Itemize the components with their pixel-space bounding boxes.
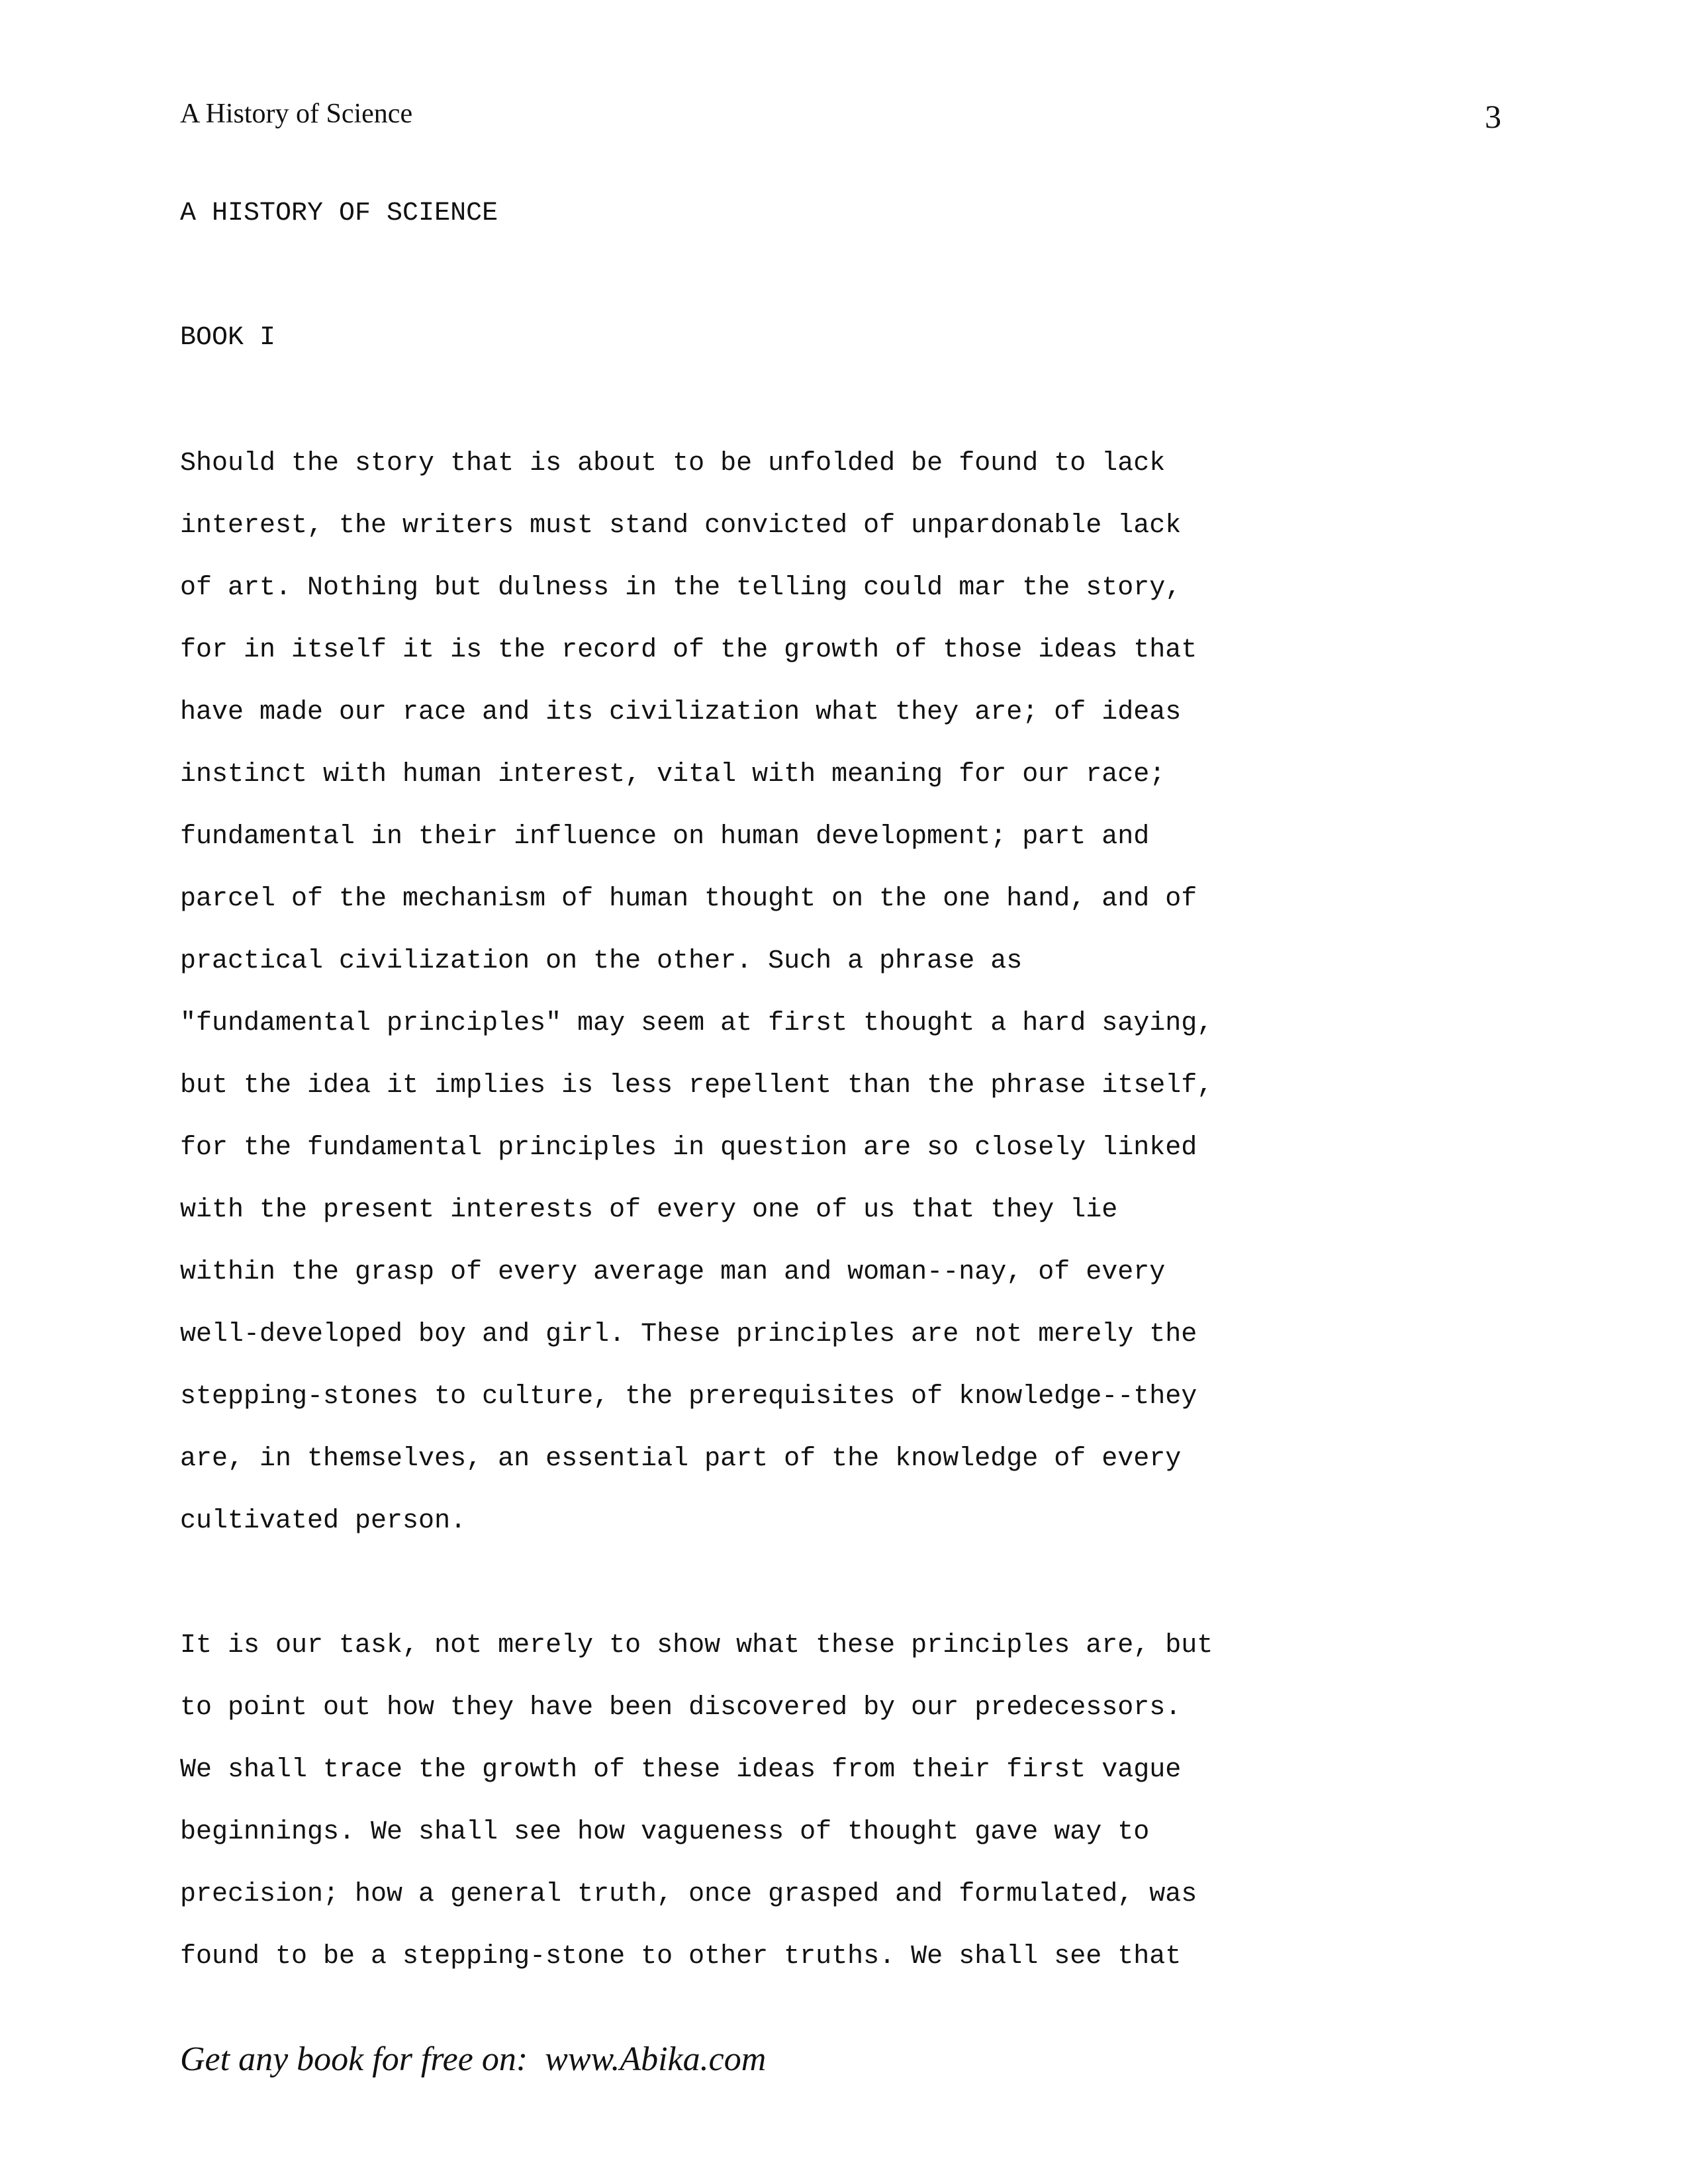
text-line: It is our task, not merely to show what these principles are, but bbox=[180, 1631, 1213, 1661]
text-line: beginnings. We shall see how vagueness of thought gave way to bbox=[180, 1817, 1150, 1847]
text-line: fundamental in their influence on human development; part and bbox=[180, 822, 1150, 852]
text-line: practical civilization on the other. Such a phrase as bbox=[180, 946, 1023, 976]
text-line: with the present interests of every one of us that they lie bbox=[180, 1195, 1118, 1225]
page-number: 3 bbox=[1485, 98, 1501, 135]
text-line: to point out how they have been discovered by our predecessors. bbox=[180, 1693, 1182, 1723]
body-text bbox=[180, 446, 1504, 2001]
text-line: found to be a stepping-stone to other truths. We shall see that bbox=[180, 1942, 1182, 1972]
text-line: precision; how a general truth, once grasped and formulated, was bbox=[180, 1880, 1197, 1909]
text-line: for the fundamental principles in question are so closely linked bbox=[180, 1133, 1197, 1163]
text-line: instinct with human interest, vital with meaning for our race; bbox=[180, 760, 1166, 790]
text-line: cultivated person. bbox=[180, 1506, 467, 1536]
paragraph-1 bbox=[180, 446, 1504, 1566]
text-line: for in itself it is the record of the growth of those ideas that bbox=[180, 635, 1197, 665]
text-line: Should the story that is about to be unfolded be found to lack bbox=[180, 449, 1166, 478]
text-line: We shall trace the growth of these ideas from their first vague bbox=[180, 1755, 1182, 1785]
text-line: have made our race and its civilization what they are; of ideas bbox=[180, 698, 1182, 727]
paragraph-2 bbox=[180, 1628, 1504, 2001]
text-line: but the idea it implies is less repellent than the phrase itself, bbox=[180, 1071, 1213, 1101]
document-title: A HISTORY OF SCIENCE bbox=[180, 199, 498, 228]
text-line: stepping-stones to culture, the prerequisites of knowledge--they bbox=[180, 1382, 1197, 1412]
running-header-title: A History of Science bbox=[180, 99, 413, 129]
text-line: parcel of the mechanism of human thought on the one hand, and of bbox=[180, 884, 1197, 914]
footer-promo: Get any book for free on: www.Abika.com bbox=[180, 2040, 767, 2078]
text-line: "fundamental principles" may seem at first thought a hard saying, bbox=[180, 1009, 1213, 1038]
book-label: BOOK I bbox=[180, 323, 276, 353]
paragraph-gap bbox=[180, 1566, 1504, 1628]
text-line: well-developed boy and girl. These principles are not merely the bbox=[180, 1320, 1197, 1349]
text-line: within the grasp of every average man and woman--nay, of every bbox=[180, 1257, 1166, 1287]
text-line: are, in themselves, an essential part of the knowledge of every bbox=[180, 1444, 1182, 1474]
text-line: interest, the writers must stand convicted of unpardonable lack bbox=[180, 511, 1182, 541]
text-line: of art. Nothing but dulness in the telling could mar the story, bbox=[180, 573, 1182, 603]
